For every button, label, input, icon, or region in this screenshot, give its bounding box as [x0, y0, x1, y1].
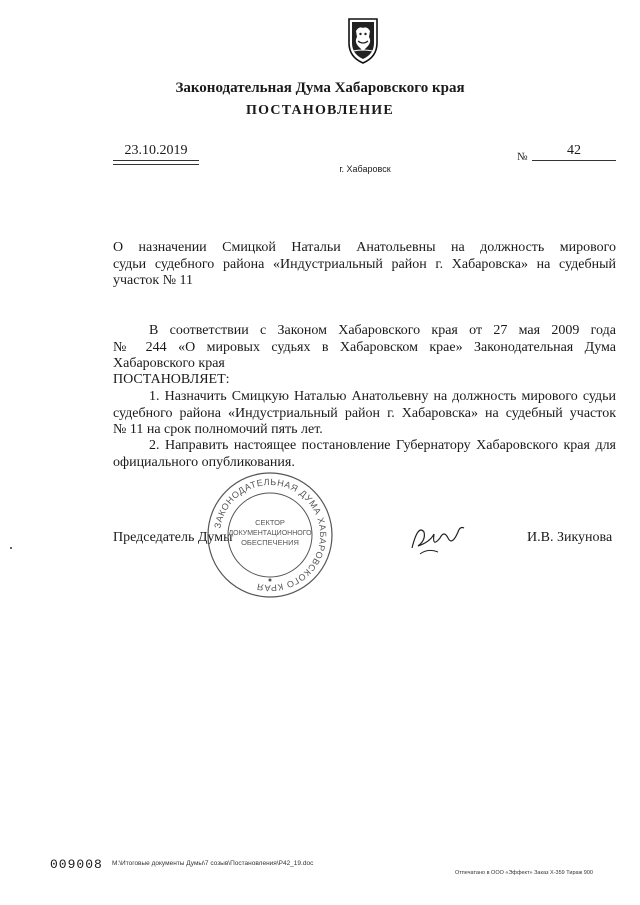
document-number: 42	[532, 143, 616, 161]
resolution-item-1	[113, 389, 616, 439]
subject-line: участок № 11	[113, 273, 194, 288]
coat-of-arms-emblem	[345, 15, 381, 65]
preamble-line: Хабаровского края	[113, 356, 225, 371]
resolves-heading: ПОСТАНОВЛЯЕТ:	[113, 372, 230, 387]
document-date: 23.10.2019	[113, 143, 199, 161]
stamp-center-line: ДОКУМЕНТАЦИОННОГО	[228, 530, 312, 537]
subject-line: судьи судебного района «Индустриальный район г. Хабаровска» на судебный	[113, 256, 616, 272]
city-name: г. Хабаровск	[339, 164, 391, 174]
preamble-line: В соответствии с Законом Хабаровского края от 27 мая 2009 года	[149, 323, 616, 338]
stamp-center-line: ОБЕСПЕЧЕНИЯ	[241, 538, 299, 547]
item-line: № 11 на срок полномочий пять лет.	[113, 422, 323, 437]
item-line: судебного района «Индустриальный район г. Хабаровска» на судебный участок	[113, 405, 616, 421]
printer-info: Отпечатано в ООО «Эффект» Заказ Х-359 Тираж 900	[455, 870, 593, 876]
scan-speck	[10, 547, 12, 549]
document-subject	[113, 240, 616, 290]
stamp-center-line: СЕКТОР	[255, 518, 285, 527]
stamp-ring-text: ЗАКОНОДАТЕЛЬНАЯ ДУМА ХАБАРОВСКОГО КРАЯ	[212, 476, 329, 594]
item-line: 1. Назначить Смицкую Наталью Анатольевну на должность мирового судьи	[149, 389, 616, 404]
handwritten-signature	[408, 518, 468, 558]
preamble-line: № 244 «О мировых судьях в Хабаровском крае» Законодательная Дума	[113, 339, 616, 355]
item-line: 2. Направить настоящее постановление Губернатору Хабаровского края для	[149, 438, 616, 453]
official-stamp	[205, 470, 335, 600]
signatory-title: Председатель Думы	[113, 530, 233, 545]
subject-line: О назначении Смицкой Натальи Анатольевны на должность мирового	[113, 240, 616, 255]
document-registration-number: 009008	[50, 857, 103, 872]
document-type: ПОСТАНОВЛЕНИЕ	[246, 103, 394, 118]
resolution-item-2	[113, 438, 616, 471]
preamble	[113, 323, 616, 373]
file-path: М:\Итоговые документы Думы\7 созыв\Постановления\Р42_19.doc	[112, 860, 314, 867]
number-sign: №	[517, 151, 528, 163]
signatory-name: И.В. Зикунова	[527, 530, 613, 545]
organization-name: Законодательная Дума Хабаровского края	[175, 80, 465, 96]
item-line: официального опубликования.	[113, 454, 295, 470]
